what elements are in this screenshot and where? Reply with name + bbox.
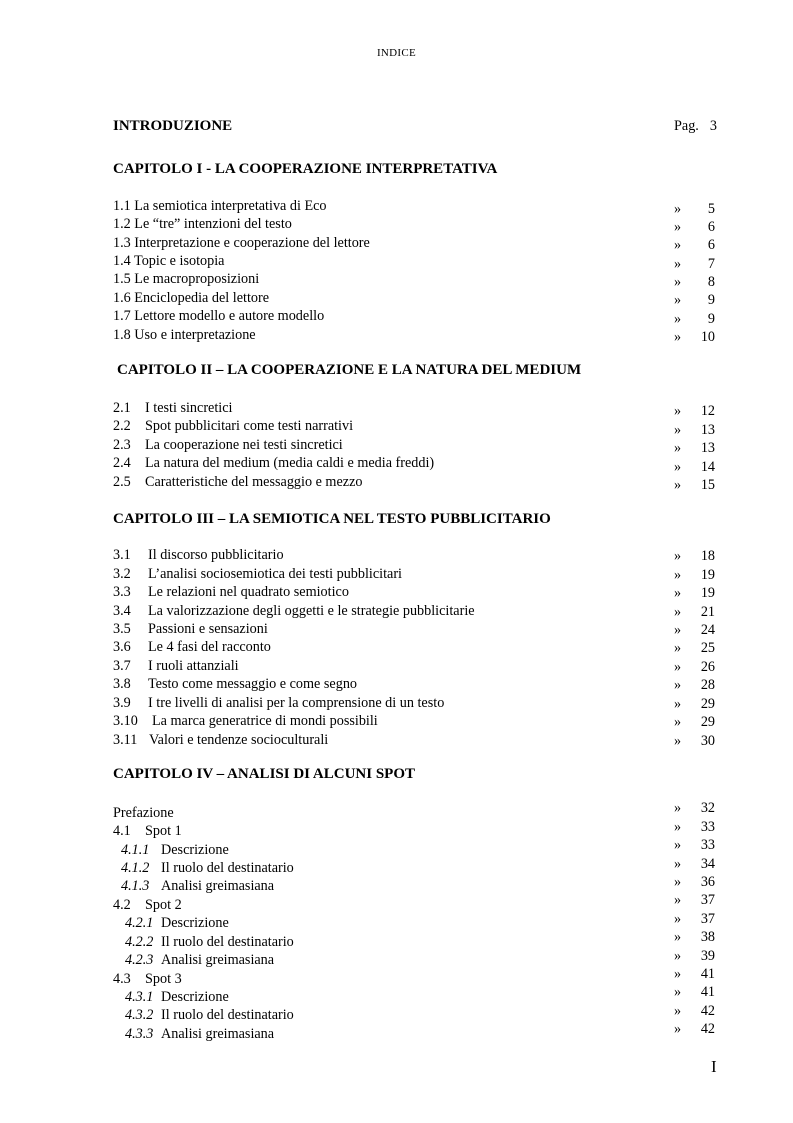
toc-entry-4-2-num: 4.2 bbox=[113, 897, 131, 913]
toc-page-3-6: 25 bbox=[700, 640, 715, 656]
toc-page-2-5: 15 bbox=[700, 477, 715, 493]
toc-entry-4-3-3-num: 4.3.3 bbox=[125, 1026, 154, 1042]
toc-entry-3-7-num: 3.7 bbox=[113, 658, 131, 674]
ditto-mark: » bbox=[674, 911, 682, 927]
toc-entry-3-8-num: 3.8 bbox=[113, 676, 131, 692]
ditto-mark: » bbox=[674, 837, 682, 853]
toc-page-1-3: 6 bbox=[707, 237, 715, 253]
toc-entry-2-3: La cooperazione nei testi sincretici bbox=[145, 437, 343, 453]
toc-entry-4-3-2-num: 4.3.2 bbox=[125, 1007, 154, 1023]
ditto-mark: » bbox=[674, 567, 682, 583]
toc-entry-2-2: Spot pubblicitari come testi narrativi bbox=[145, 418, 354, 434]
ditto-mark: » bbox=[674, 237, 682, 253]
toc-entry-4-3-2: Il ruolo del destinatario bbox=[161, 1007, 294, 1023]
toc-entry-1-2: 1.2 Le “tre” intenzioni del testo bbox=[113, 216, 292, 232]
toc-entry-4-2-3-num: 4.2.3 bbox=[125, 952, 154, 968]
toc-entry-1-1: 1.1 La semiotica interpretativa di Eco bbox=[113, 198, 327, 214]
toc-page-3-5: 24 bbox=[700, 622, 715, 638]
toc-entry-3-9-num: 3.9 bbox=[113, 695, 131, 711]
toc-entry-2-5: Caratteristiche del messaggio e mezzo bbox=[145, 474, 363, 490]
toc-entry-4-1-3: Analisi greimasiana bbox=[161, 878, 275, 894]
toc-entry-1-8: 1.8 Uso e interpretazione bbox=[113, 327, 256, 343]
toc-page-3-4: 21 bbox=[700, 604, 715, 620]
toc-entry-3-1-num: 3.1 bbox=[113, 547, 131, 563]
toc-page-2-4: 14 bbox=[700, 459, 715, 475]
ditto-mark: » bbox=[674, 201, 682, 217]
toc-entry-4-1-2: Il ruolo del destinatario bbox=[161, 860, 294, 876]
chapter-3-title: CAPITOLO III – LA SEMIOTICA NEL TESTO PUBBLICITARIO bbox=[113, 511, 551, 527]
toc-entry-3-4: La valorizzazione degli oggetti e le strategie pubblicitarie bbox=[148, 603, 475, 619]
ditto-mark: » bbox=[674, 800, 682, 816]
ditto-mark: » bbox=[674, 622, 682, 638]
toc-entry-1-6: 1.6 Enciclopedia del lettore bbox=[113, 290, 270, 306]
toc-entry-3-8: Testo come messaggio e come segno bbox=[148, 676, 358, 692]
toc-page-4-3: 41 bbox=[700, 966, 715, 982]
toc-page-4-3-3: 42 bbox=[700, 1021, 715, 1037]
ditto-mark: » bbox=[674, 292, 682, 308]
toc-entry-4-3-1: Descrizione bbox=[161, 989, 229, 1005]
ditto-mark: » bbox=[674, 714, 682, 730]
toc-entry-4-1-3-num: 4.1.3 bbox=[121, 878, 150, 894]
toc-entry-4-3-num: 4.3 bbox=[113, 971, 131, 987]
toc-page-1-1: 5 bbox=[707, 201, 715, 217]
chapter-2-title: CAPITOLO II – LA COOPERAZIONE E LA NATURA DEL MEDIUM bbox=[117, 362, 582, 378]
toc-entry-4-3: Spot 3 bbox=[145, 971, 182, 987]
toc-entry-4-1-1-num: 4.1.1 bbox=[121, 842, 150, 858]
toc-entry-1-5: 1.5 Le macroproposizioni bbox=[113, 271, 260, 287]
toc-page-1-8: 10 bbox=[700, 329, 715, 345]
ditto-mark: » bbox=[674, 311, 682, 327]
ditto-mark: » bbox=[674, 329, 682, 345]
ditto-mark: » bbox=[674, 440, 682, 456]
toc-entry-4-3-1-num: 4.3.1 bbox=[125, 989, 154, 1005]
toc-entry-4-1: Spot 1 bbox=[145, 823, 182, 839]
ditto-mark: » bbox=[674, 640, 682, 656]
toc-entry-3-5: Passioni e sensazioni bbox=[148, 621, 268, 637]
toc-entry-4-2-3: Analisi greimasiana bbox=[161, 952, 275, 968]
ditto-mark: » bbox=[674, 1021, 682, 1037]
toc-entry-3-1: Il discorso pubblicitario bbox=[148, 547, 284, 563]
toc-entry-2-2-num: 2.2 bbox=[113, 418, 131, 434]
toc-page-4-1: 33 bbox=[700, 819, 715, 835]
toc-entry-4-2: Spot 2 bbox=[145, 897, 182, 913]
ditto-mark: » bbox=[674, 459, 682, 475]
toc-entry-3-11-num: 3.11 bbox=[113, 732, 138, 748]
toc-page-1-7: 9 bbox=[707, 311, 715, 327]
ditto-mark: » bbox=[674, 696, 682, 712]
toc-entry-3-6: Le 4 fasi del racconto bbox=[148, 639, 271, 655]
ditto-mark: » bbox=[674, 874, 682, 890]
ditto-mark: » bbox=[674, 892, 682, 908]
ditto-mark: » bbox=[674, 219, 682, 235]
toc-page-3-1: 18 bbox=[700, 548, 715, 564]
toc-page-1-6: 9 bbox=[707, 292, 715, 308]
ditto-mark: » bbox=[674, 585, 682, 601]
ditto-mark: » bbox=[674, 274, 682, 290]
toc-entry-3-5-num: 3.5 bbox=[113, 621, 131, 637]
toc-entry-3-11: Valori e tendenze socioculturali bbox=[149, 732, 329, 748]
toc-page-3-7: 26 bbox=[700, 659, 715, 675]
toc-page-2-2: 13 bbox=[700, 422, 715, 438]
ditto-mark: » bbox=[674, 677, 682, 693]
ditto-mark: » bbox=[674, 819, 682, 835]
ditto-mark: » bbox=[674, 477, 682, 493]
toc-page-4-2-1: 37 bbox=[700, 911, 715, 927]
toc-entry-3-3: Le relazioni nel quadrato semiotico bbox=[148, 584, 349, 600]
toc-entry-1-3: 1.3 Interpretazione e cooperazione del lettore bbox=[113, 235, 370, 251]
page-header: INDICE bbox=[376, 47, 417, 59]
toc-page-4-3-2: 42 bbox=[700, 1003, 715, 1019]
ditto-mark: » bbox=[674, 403, 682, 419]
chapter-1-title: CAPITOLO I - LA COOPERAZIONE INTERPRETATIVA bbox=[113, 161, 498, 177]
toc-page-3-2: 19 bbox=[700, 567, 715, 583]
ditto-mark: » bbox=[674, 929, 682, 945]
ditto-mark: » bbox=[674, 856, 682, 872]
toc-page-1-2: 6 bbox=[707, 219, 715, 235]
ditto-mark: » bbox=[674, 256, 682, 272]
toc-page-4-2: 37 bbox=[700, 892, 715, 908]
toc-page-3-9: 29 bbox=[700, 696, 715, 712]
toc-entry-3-10: La marca generatrice di mondi possibili bbox=[152, 713, 378, 729]
toc-entry-4-2-1-num: 4.2.1 bbox=[125, 915, 154, 931]
toc-page-4-1-1: 33 bbox=[700, 837, 715, 853]
toc-entry-4-1-1: Descrizione bbox=[161, 842, 229, 858]
toc-entry-4-2-2-num: 4.2.2 bbox=[125, 934, 154, 950]
toc-entry-2-4: La natura del medium (media caldi e media freddi) bbox=[145, 455, 435, 471]
toc-page-4-1-3: 36 bbox=[700, 874, 715, 890]
toc-page-4-2-2: 38 bbox=[700, 929, 715, 945]
toc-page-3-10: 29 bbox=[700, 714, 715, 730]
toc-entry-3-3-num: 3.3 bbox=[113, 584, 131, 600]
toc-entry-1-7: 1.7 Lettore modello e autore modello bbox=[113, 308, 325, 324]
ditto-mark: » bbox=[674, 548, 682, 564]
toc-page-2-3: 13 bbox=[700, 440, 715, 456]
toc-entry-2-4-num: 2.4 bbox=[113, 455, 131, 471]
toc-entry-3-6-num: 3.6 bbox=[113, 639, 131, 655]
toc-page-2-1: 12 bbox=[700, 403, 715, 419]
ditto-mark: » bbox=[674, 1003, 682, 1019]
toc-entry-2-5-num: 2.5 bbox=[113, 474, 131, 490]
page-number: I bbox=[711, 1057, 717, 1076]
ditto-mark: » bbox=[674, 948, 682, 964]
toc-entry-2-1-num: 2.1 bbox=[113, 400, 131, 416]
toc-page-4-3-1: 41 bbox=[700, 984, 715, 1000]
toc-page-prefazione: 32 bbox=[700, 800, 715, 816]
toc-page-3-3: 19 bbox=[700, 585, 715, 601]
ditto-mark: » bbox=[674, 659, 682, 675]
ditto-mark: » bbox=[674, 984, 682, 1000]
toc-entry-prefazione: Prefazione bbox=[113, 805, 174, 821]
ditto-mark: » bbox=[674, 604, 682, 620]
toc-page-4-1-2: 34 bbox=[700, 856, 715, 872]
ditto-mark: » bbox=[674, 733, 682, 749]
toc-entry-3-4-num: 3.4 bbox=[113, 603, 131, 619]
toc-page-1-5: 8 bbox=[707, 274, 715, 290]
intro-page: 3 bbox=[709, 118, 717, 134]
toc-entry-4-3-3: Analisi greimasiana bbox=[161, 1026, 275, 1042]
toc-entry-3-9: I tre livelli di analisi per la comprensione di un testo bbox=[148, 695, 445, 711]
toc-entry-3-10-num: 3.10 bbox=[113, 713, 138, 729]
toc-entry-3-2-num: 3.2 bbox=[113, 566, 131, 582]
ditto-mark: » bbox=[674, 422, 682, 438]
toc-entry-2-1: I testi sincretici bbox=[145, 400, 233, 416]
toc-entry-2-3-num: 2.3 bbox=[113, 437, 131, 453]
toc-entry-4-1-2-num: 4.1.2 bbox=[121, 860, 150, 876]
intro-title: INTRODUZIONE bbox=[113, 118, 233, 134]
toc-entry-3-7: I ruoli attanziali bbox=[148, 658, 239, 674]
toc-entry-4-2-2: Il ruolo del destinatario bbox=[161, 934, 294, 950]
toc-entry-4-2-1: Descrizione bbox=[161, 915, 229, 931]
toc-page-3-11: 30 bbox=[700, 733, 715, 749]
chapter-4-title: CAPITOLO IV – ANALISI DI ALCUNI SPOT bbox=[113, 766, 416, 782]
toc-page-3-8: 28 bbox=[700, 677, 715, 693]
ditto-mark: » bbox=[674, 966, 682, 982]
intro-page-label: Pag. bbox=[674, 118, 699, 134]
toc-page-1-4: 7 bbox=[707, 256, 715, 272]
toc-entry-1-4: 1.4 Topic e isotopia bbox=[113, 253, 225, 269]
toc-entry-3-2: L’analisi sociosemiotica dei testi pubblicitari bbox=[148, 566, 403, 582]
toc-entry-4-1-num: 4.1 bbox=[113, 823, 131, 839]
toc-page-4-2-3: 39 bbox=[700, 948, 715, 964]
